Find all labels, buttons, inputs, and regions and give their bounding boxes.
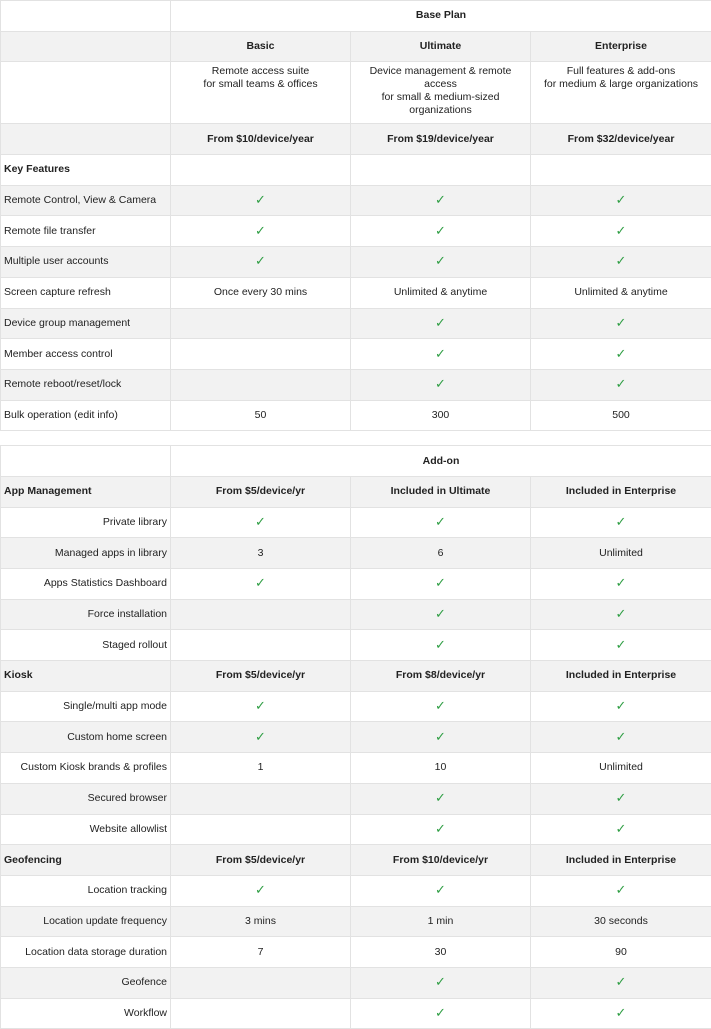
- feature-value: [351, 308, 531, 339]
- check-icon: ✓: [255, 882, 266, 897]
- addon-feature-name: Location update frequency: [1, 906, 171, 937]
- feature-name: Device group management: [1, 308, 171, 339]
- addon-feature-name: Location data storage duration: [1, 937, 171, 968]
- feature-row: [1, 185, 711, 216]
- plan-name: Enterprise: [531, 31, 711, 62]
- feature-value: [351, 216, 531, 247]
- addon-feature-value: [171, 875, 351, 906]
- feature-row: [1, 339, 711, 370]
- check-icon: ✓: [435, 514, 446, 529]
- addon-feature-value: [351, 507, 531, 538]
- check-icon: ✓: [435, 376, 446, 391]
- addon-feature-row: [1, 906, 711, 937]
- addon-section-row: [1, 661, 711, 692]
- addon-feature-value: 90: [531, 937, 711, 968]
- plan-name-row: [1, 31, 711, 62]
- addon-feature-value: [351, 783, 531, 814]
- addon-feature-value: [351, 691, 531, 722]
- check-icon: ✓: [616, 575, 627, 590]
- check-icon: ✓: [616, 790, 627, 805]
- addon-feature-row: [1, 507, 711, 538]
- addon-feature-name: Force installation: [1, 599, 171, 630]
- corner-cell: [1, 124, 171, 155]
- addon-feature-row: [1, 998, 711, 1029]
- addon-feature-value: Unlimited: [531, 753, 711, 784]
- key-features-row: [1, 155, 711, 186]
- addon-feature-name: Managed apps in library: [1, 538, 171, 569]
- addon-section-row: [1, 845, 711, 876]
- check-icon: ✓: [255, 698, 266, 713]
- table-spacer: [0, 431, 711, 445]
- addon-feature-value: [531, 569, 711, 600]
- addon-section-price: From $5/device/yr: [171, 476, 351, 507]
- check-icon: ✓: [616, 192, 627, 207]
- feature-value: 50: [171, 400, 351, 431]
- check-icon: ✓: [616, 514, 627, 529]
- plan-description: Device management & remote access for small & medium-sized organizations: [351, 62, 531, 124]
- check-icon: ✓: [616, 346, 627, 361]
- addon-section-row: [1, 476, 711, 507]
- check-icon: ✓: [616, 698, 627, 713]
- addon-feature-row: [1, 875, 711, 906]
- addon-feature-name: Staged rollout: [1, 630, 171, 661]
- addon-feature-row: [1, 569, 711, 600]
- addon-feature-value: [531, 691, 711, 722]
- addon-feature-name: Apps Statistics Dashboard: [1, 569, 171, 600]
- feature-row: [1, 308, 711, 339]
- addon-feature-value: [531, 507, 711, 538]
- corner-cell: [1, 446, 171, 477]
- addon-feature-value: [351, 569, 531, 600]
- addon-feature-value: [171, 569, 351, 600]
- feature-name: Remote reboot/reset/lock: [1, 369, 171, 400]
- addon-feature-value: Unlimited: [531, 538, 711, 569]
- check-icon: ✓: [616, 606, 627, 621]
- feature-value: [351, 339, 531, 370]
- addon-feature-value: [351, 599, 531, 630]
- addon-feature-name: Custom home screen: [1, 722, 171, 753]
- addon-feature-row: [1, 753, 711, 784]
- feature-value: 500: [531, 400, 711, 431]
- check-icon: ✓: [255, 514, 266, 529]
- addon-feature-value: [351, 998, 531, 1029]
- check-icon: ✓: [435, 253, 446, 268]
- feature-name: Remote Control, View & Camera: [1, 185, 171, 216]
- addon-section-title: App Management: [1, 476, 171, 507]
- plan-description: Full features & add-ons for medium & large organizations: [531, 62, 711, 124]
- addon-feature-row: [1, 691, 711, 722]
- check-icon: ✓: [435, 821, 446, 836]
- addon-header: Add-on: [171, 446, 711, 477]
- addon-feature-value: [171, 998, 351, 1029]
- check-icon: ✓: [255, 223, 266, 238]
- plan-description: Remote access suite for small teams & offices: [171, 62, 351, 124]
- feature-value: [171, 308, 351, 339]
- addon-feature-value: 10: [351, 753, 531, 784]
- plan-desc-row: [1, 62, 711, 124]
- feature-row: [1, 400, 711, 431]
- feature-value: [531, 185, 711, 216]
- feature-value: [351, 185, 531, 216]
- check-icon: ✓: [255, 192, 266, 207]
- check-icon: ✓: [255, 575, 266, 590]
- addon-table: [0, 445, 711, 1029]
- addon-section-price: From $5/device/yr: [171, 845, 351, 876]
- addon-feature-value: [531, 722, 711, 753]
- feature-value: [171, 216, 351, 247]
- addon-feature-value: [171, 722, 351, 753]
- plan-price: From $32/device/year: [531, 124, 711, 155]
- addon-feature-value: [171, 967, 351, 998]
- addon-section-price: Included in Enterprise: [531, 661, 711, 692]
- feature-value: [171, 185, 351, 216]
- base-plan-header: Base Plan: [171, 1, 711, 32]
- check-icon: ✓: [435, 346, 446, 361]
- check-icon: ✓: [255, 729, 266, 744]
- addon-section-title: Kiosk: [1, 661, 171, 692]
- addon-feature-value: [351, 875, 531, 906]
- addon-feature-row: [1, 599, 711, 630]
- addon-feature-value: [351, 814, 531, 845]
- empty-cell: [531, 155, 711, 186]
- addon-section-price: From $8/device/yr: [351, 661, 531, 692]
- addon-section-title: Geofencing: [1, 845, 171, 876]
- addon-feature-value: [171, 599, 351, 630]
- feature-row: [1, 369, 711, 400]
- addon-feature-name: Single/multi app mode: [1, 691, 171, 722]
- addon-feature-name: Custom Kiosk brands & profiles: [1, 753, 171, 784]
- addon-feature-value: 30 seconds: [531, 906, 711, 937]
- empty-cell: [351, 155, 531, 186]
- corner-cell: [1, 31, 171, 62]
- check-icon: ✓: [435, 315, 446, 330]
- corner-cell: [1, 62, 171, 124]
- corner-cell: [1, 1, 171, 32]
- addon-feature-value: [531, 875, 711, 906]
- addon-feature-value: 1: [171, 753, 351, 784]
- feature-value: Unlimited & anytime: [351, 277, 531, 308]
- addon-feature-name: Location tracking: [1, 875, 171, 906]
- check-icon: ✓: [616, 253, 627, 268]
- feature-value: [171, 369, 351, 400]
- check-icon: ✓: [616, 315, 627, 330]
- check-icon: ✓: [435, 729, 446, 744]
- addon-feature-value: [531, 998, 711, 1029]
- empty-cell: [171, 155, 351, 186]
- plan-price: From $10/device/year: [171, 124, 351, 155]
- feature-value: [531, 369, 711, 400]
- feature-value: [351, 369, 531, 400]
- addon-section-price: From $10/device/yr: [351, 845, 531, 876]
- addon-feature-row: [1, 722, 711, 753]
- feature-value: [531, 216, 711, 247]
- check-icon: ✓: [616, 729, 627, 744]
- plan-name: Ultimate: [351, 31, 531, 62]
- check-icon: ✓: [616, 376, 627, 391]
- check-icon: ✓: [616, 1005, 627, 1020]
- plan-price: From $19/device/year: [351, 124, 531, 155]
- addon-feature-value: [351, 722, 531, 753]
- check-icon: ✓: [435, 606, 446, 621]
- check-icon: ✓: [616, 637, 627, 652]
- base-plan-header-row: [1, 1, 711, 32]
- addon-feature-name: Workflow: [1, 998, 171, 1029]
- feature-name: Remote file transfer: [1, 216, 171, 247]
- check-icon: ✓: [435, 575, 446, 590]
- feature-row: [1, 216, 711, 247]
- addon-section-price: Included in Ultimate: [351, 476, 531, 507]
- addon-feature-value: 7: [171, 937, 351, 968]
- check-icon: ✓: [616, 821, 627, 836]
- addon-feature-value: 30: [351, 937, 531, 968]
- addon-feature-value: [531, 630, 711, 661]
- addon-feature-value: 3: [171, 538, 351, 569]
- addon-feature-name: Secured browser: [1, 783, 171, 814]
- base-plan-table: [0, 0, 711, 431]
- feature-name: Bulk operation (edit info): [1, 400, 171, 431]
- check-icon: ✓: [616, 882, 627, 897]
- addon-feature-value: [171, 783, 351, 814]
- feature-name: Multiple user accounts: [1, 247, 171, 278]
- addon-feature-value: [351, 967, 531, 998]
- check-icon: ✓: [255, 253, 266, 268]
- addon-feature-row: [1, 538, 711, 569]
- addon-feature-row: [1, 630, 711, 661]
- feature-value: [171, 247, 351, 278]
- check-icon: ✓: [435, 698, 446, 713]
- feature-value: Unlimited & anytime: [531, 277, 711, 308]
- addon-feature-value: [531, 599, 711, 630]
- check-icon: ✓: [435, 1005, 446, 1020]
- addon-section-price: From $5/device/yr: [171, 661, 351, 692]
- key-features-title: Key Features: [1, 155, 171, 186]
- addon-section-price: Included in Enterprise: [531, 476, 711, 507]
- feature-value: [351, 247, 531, 278]
- addon-feature-row: [1, 814, 711, 845]
- feature-row: [1, 247, 711, 278]
- check-icon: ✓: [435, 974, 446, 989]
- plan-name: Basic: [171, 31, 351, 62]
- check-icon: ✓: [616, 223, 627, 238]
- addon-feature-value: 6: [351, 538, 531, 569]
- addon-feature-value: [171, 630, 351, 661]
- addon-feature-value: 3 mins: [171, 906, 351, 937]
- addon-feature-name: Geofence: [1, 967, 171, 998]
- addon-feature-row: [1, 967, 711, 998]
- addon-feature-value: [531, 967, 711, 998]
- feature-name: Member access control: [1, 339, 171, 370]
- feature-row: [1, 277, 711, 308]
- addon-feature-value: [531, 783, 711, 814]
- feature-value: Once every 30 mins: [171, 277, 351, 308]
- addon-feature-name: Private library: [1, 507, 171, 538]
- check-icon: ✓: [435, 790, 446, 805]
- addon-feature-value: [171, 507, 351, 538]
- check-icon: ✓: [435, 882, 446, 897]
- addon-header-row: [1, 446, 711, 477]
- check-icon: ✓: [435, 192, 446, 207]
- addon-feature-row: [1, 783, 711, 814]
- feature-value: [531, 308, 711, 339]
- check-icon: ✓: [435, 637, 446, 652]
- feature-value: [531, 339, 711, 370]
- addon-feature-value: 1 min: [351, 906, 531, 937]
- feature-value: 300: [351, 400, 531, 431]
- addon-feature-value: [171, 814, 351, 845]
- addon-section-price: Included in Enterprise: [531, 845, 711, 876]
- plan-price-row: [1, 124, 711, 155]
- check-icon: ✓: [435, 223, 446, 238]
- addon-feature-row: [1, 937, 711, 968]
- feature-value: [531, 247, 711, 278]
- addon-feature-name: Website allowlist: [1, 814, 171, 845]
- addon-feature-value: [531, 814, 711, 845]
- feature-value: [171, 339, 351, 370]
- addon-feature-value: [351, 630, 531, 661]
- feature-name: Screen capture refresh: [1, 277, 171, 308]
- addon-feature-value: [171, 691, 351, 722]
- check-icon: ✓: [616, 974, 627, 989]
